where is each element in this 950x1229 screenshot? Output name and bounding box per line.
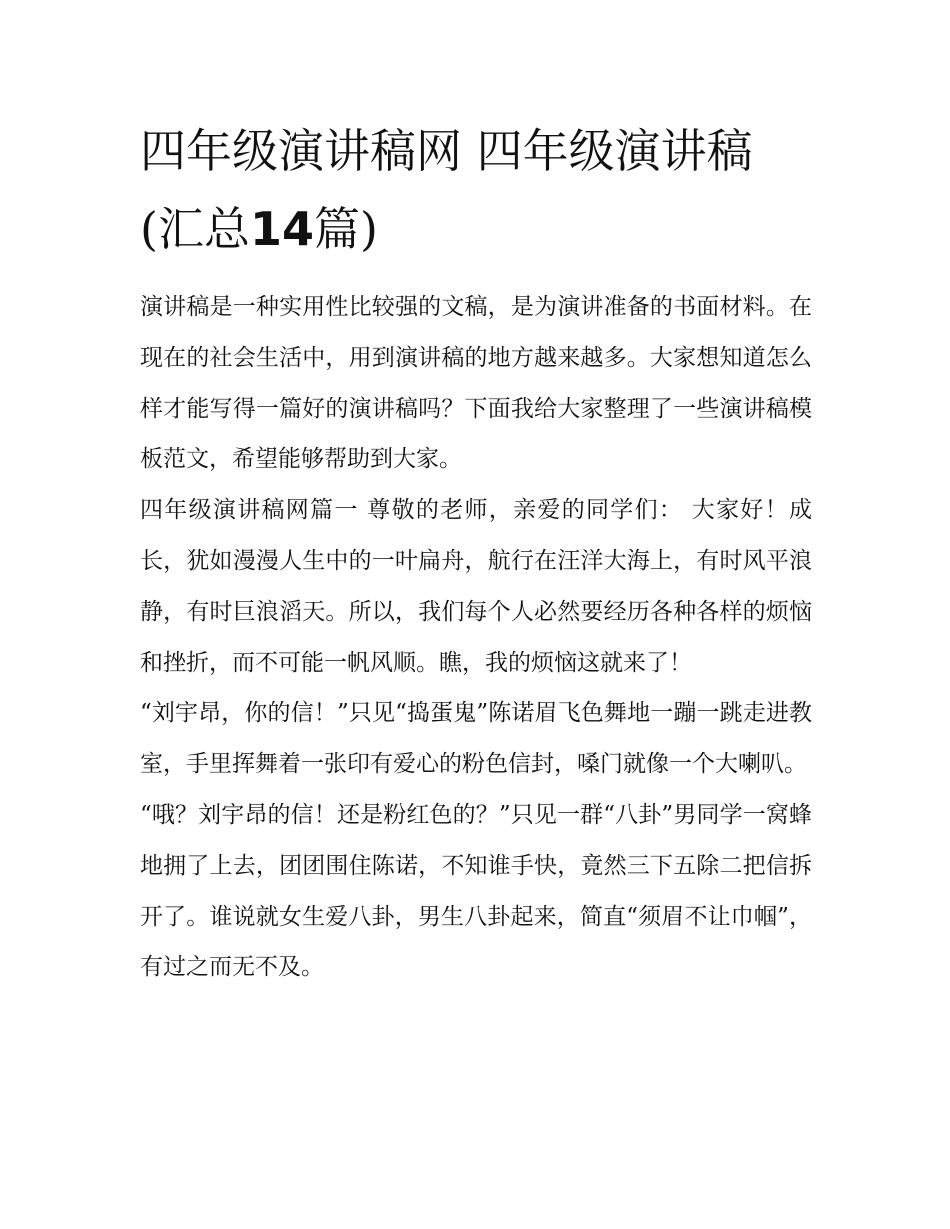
title-count: 14 bbox=[249, 202, 314, 256]
paragraph-intro: 演讲稿是一种实用性比较强的文稿，是为演讲准备的书面材料。在现在的社会生活中，用到演讲稿的地方越来越多。大家想知道怎么样才能写得一篇好的演讲稿吗？下面我给大家整理了一些演讲稿模板范文，希望能够帮助到大家。 bbox=[140, 294, 812, 473]
title-line-2-prefix: (汇总 bbox=[140, 202, 250, 256]
document-title bbox=[140, 112, 812, 268]
document-body bbox=[140, 282, 812, 993]
document-content bbox=[140, 112, 812, 993]
paragraph-gossip: “哦？刘宇昂的信！还是粉红色的？”只见一群“八卦”男同学一窝蜂地拥了上去，团团围住陈诺，不知谁手快，竟然三下五除二把信拆开了。谁说就女生爱八卦，男生八卦起来，简直“须眉不让巾帼”，有过之而无不及。 bbox=[140, 801, 812, 981]
paragraph-speech-opening: 四年级演讲稿网篇一 尊敬的老师，亲爱的同学们： 大家好！成长，犹如漫漫人生中的一叶扁舟，航行在汪洋大海上，有时风平浪静，有时巨浪滔天。所以，我们每个人必然要经历各种各样的烦恼和挫折，而不可能一帆风顺。瞧，我的烦恼这就来了！ bbox=[140, 497, 812, 676]
paragraph-letter-arrival: “刘宇昂，你的信！”只见“捣蛋鬼”陈诺眉飞色舞地一蹦一跳走进教室，手里挥舞着一张印有爱心的粉色信封，嗓门就像一个大喇叭。 bbox=[140, 700, 812, 778]
title-line-1: 四年级演讲稿网 四年级演讲稿 bbox=[140, 124, 753, 178]
title-line-2-suffix: 篇) bbox=[313, 202, 378, 256]
